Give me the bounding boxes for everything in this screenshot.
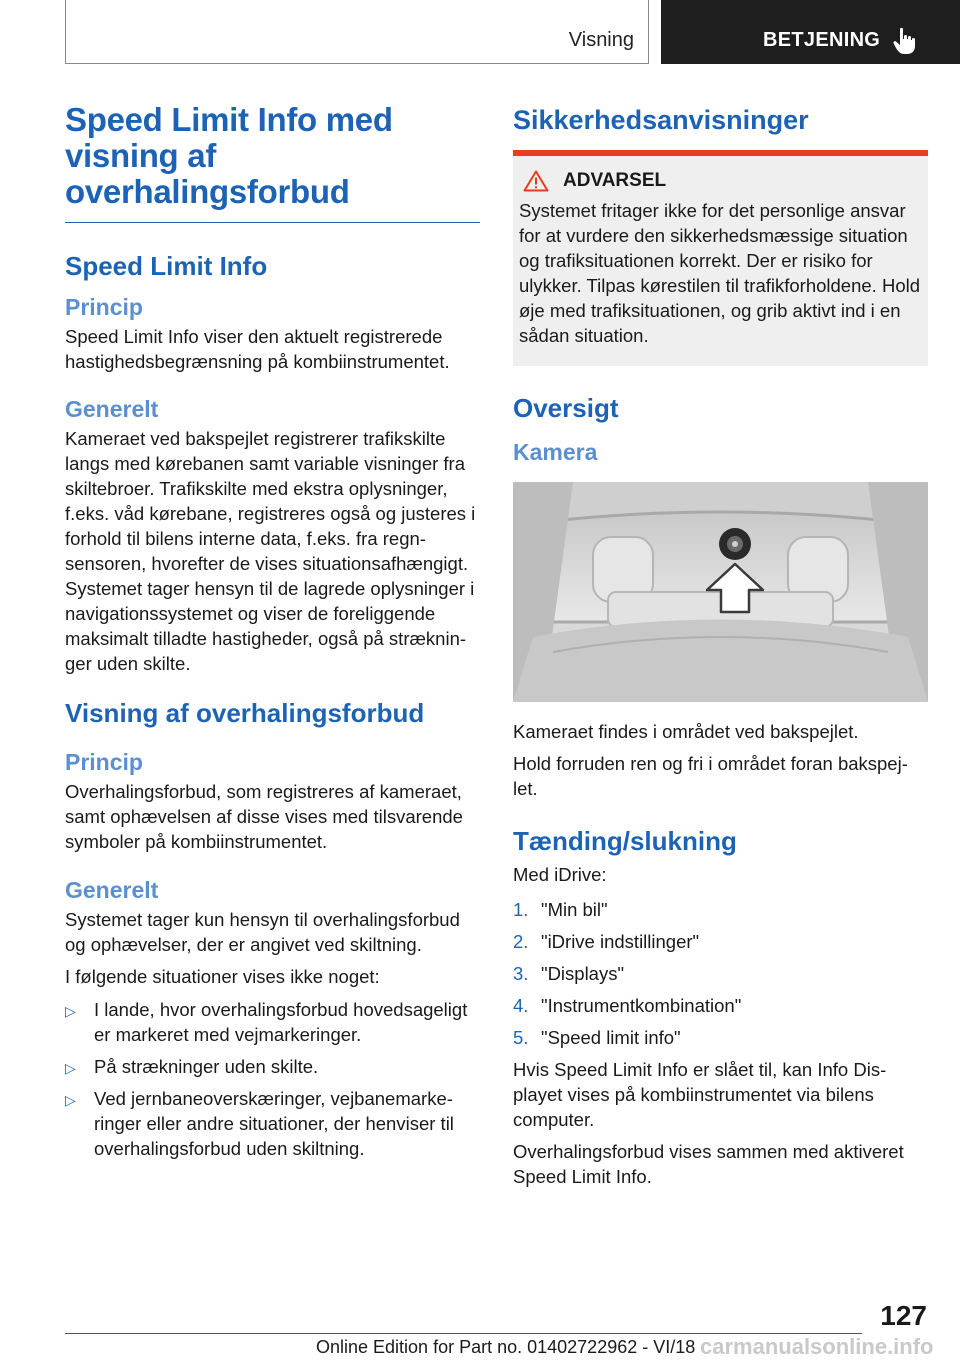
- camera-text-1: Kameraet findes i området ved bakspejlet.: [513, 721, 859, 742]
- warning-header: [519, 170, 920, 192]
- princip-heading-1: Princip: [65, 294, 143, 320]
- list-item: [513, 897, 928, 922]
- warning-text: Systemet fritager ikke for det personlige ansvar for at vurdere den sikkerhedsmæssige situation og trafiksituationen korrekt. Der er risiko for ulykker. Tilpas kørestilen til trafikforholdene. Hold øje med trafiksituationen, og grib aktivt ind i en sådan situation.: [519, 200, 921, 346]
- footer-edition-text: Online Edition for Part no. 01402722962 - VI/18: [316, 1337, 696, 1357]
- section-speed-limit-info-heading: Speed Limit Info: [65, 251, 268, 281]
- situations-list: [65, 997, 480, 1161]
- warning-box: [513, 150, 928, 366]
- hand-pointer-icon: [893, 27, 919, 55]
- princip-text-2: Overhalingsforbud, som registreres af kameraet, samt ophævelsen af disse vises med tilsvarende symboler på kombiinstrumentet.: [65, 781, 463, 852]
- step-number: 4.: [513, 995, 529, 1016]
- step-text: "Displays": [541, 963, 625, 984]
- list-item: [65, 997, 480, 1047]
- steps-list: [513, 897, 928, 1050]
- page-title: Speed Limit Info med visning af overhalingsforbud: [65, 101, 393, 210]
- list-item-text: På strækninger uden skilte.: [94, 1056, 319, 1077]
- triangle-bullet-icon: ▷: [65, 1060, 76, 1076]
- page-number: 127: [880, 1300, 927, 1331]
- header-section-tab: [65, 0, 649, 64]
- camera-text-2: Hold forruden ren og fri i området foran bakspej-let.: [513, 753, 908, 799]
- header-chapter-tab: [661, 0, 960, 64]
- camera-heading: Kamera: [513, 439, 598, 465]
- list-item: [513, 993, 928, 1018]
- list-item-text: Ved jernbaneoverskæringer, vejbanemarke-ringer eller andre situationer, der henviser til overhalingsforbud uden skiltning.: [94, 1088, 454, 1159]
- princip-text-1: Speed Limit Info viser den aktuelt registrerede hastighedsbegrænsning på kombiinstrumentet.: [65, 326, 450, 372]
- step-text: "iDrive indstillinger": [541, 931, 700, 952]
- overview-heading: Oversigt: [513, 393, 619, 423]
- generelt-text-1: Kameraet ved bakspejlet registrerer trafikskilte langs med kørebanen samt variable visninger fra skiltebroer. Trafikskilte med ekstra oplysninger, f.eks. våd kørebane, registreres også og justeres i forhold til bilens interne data, f.eks. fra regn-sensoren, hvorefter de vises situationsafhængigt. Systemet tager hensyn til de lagrede oplysninger i navigationssystemet og viser de foreliggende maksimalt tilladte hastigheder, også på stræknin-ger uden skilte.: [65, 428, 476, 674]
- list-item: [513, 929, 928, 954]
- generelt-heading-1: Generelt: [65, 396, 159, 422]
- header-section-label: Visning: [568, 29, 634, 51]
- princip-heading-2: Princip: [65, 749, 143, 775]
- list-item-text: I lande, hvor overhalingsforbud hovedsageligt er markeret med vejmarkeringer.: [94, 999, 468, 1045]
- list-item: [513, 961, 928, 986]
- step-number: 1.: [513, 899, 529, 920]
- after-text-2: Overhalingsforbud vises sammen med aktiveret Speed Limit Info.: [513, 1141, 904, 1187]
- triangle-bullet-icon: ▷: [65, 1092, 76, 1108]
- header-chapter-label: BETJENING: [763, 29, 881, 51]
- list-item: [65, 1054, 480, 1079]
- generelt-text-2a: Systemet tager kun hensyn til overhalingsforbud og ophævelser, der er angivet ved skiltning.: [65, 909, 460, 955]
- section-overtaking-heading: Visning af overhalingsforbud: [65, 698, 425, 728]
- car-interior-image: [513, 482, 928, 702]
- step-number: 2.: [513, 931, 529, 952]
- toggle-heading: Tænding/slukning: [513, 826, 737, 856]
- triangle-bullet-icon: ▷: [65, 1003, 76, 1019]
- safety-heading: Sikkerhedsanvisninger: [513, 105, 809, 135]
- step-number: 5.: [513, 1027, 529, 1048]
- generelt-heading-2: Generelt: [65, 877, 159, 903]
- generelt-text-2b: I følgende situationer vises ikke noget:: [65, 966, 380, 987]
- after-text-1: Hvis Speed Limit Info er slået til, kan Info Dis-playet vises på kombiinstrumentet via bilens computer.: [513, 1059, 887, 1130]
- warning-triangle-icon: [523, 170, 549, 192]
- left-column: [65, 102, 480, 1168]
- right-column: [513, 102, 928, 1189]
- warning-label: ADVARSEL: [563, 170, 667, 191]
- toggle-intro: Med iDrive:: [513, 864, 607, 885]
- watermark-logo: carmanualsonline.info: [700, 1334, 934, 1359]
- step-text: "Speed limit info": [541, 1027, 681, 1048]
- title-rule: [65, 222, 480, 223]
- list-item: [513, 1025, 928, 1050]
- camera-photo: [513, 482, 928, 707]
- step-number: 3.: [513, 963, 529, 984]
- list-item: [65, 1086, 480, 1161]
- step-text: "Instrumentkombination": [541, 995, 742, 1016]
- step-text: "Min bil": [541, 899, 608, 920]
